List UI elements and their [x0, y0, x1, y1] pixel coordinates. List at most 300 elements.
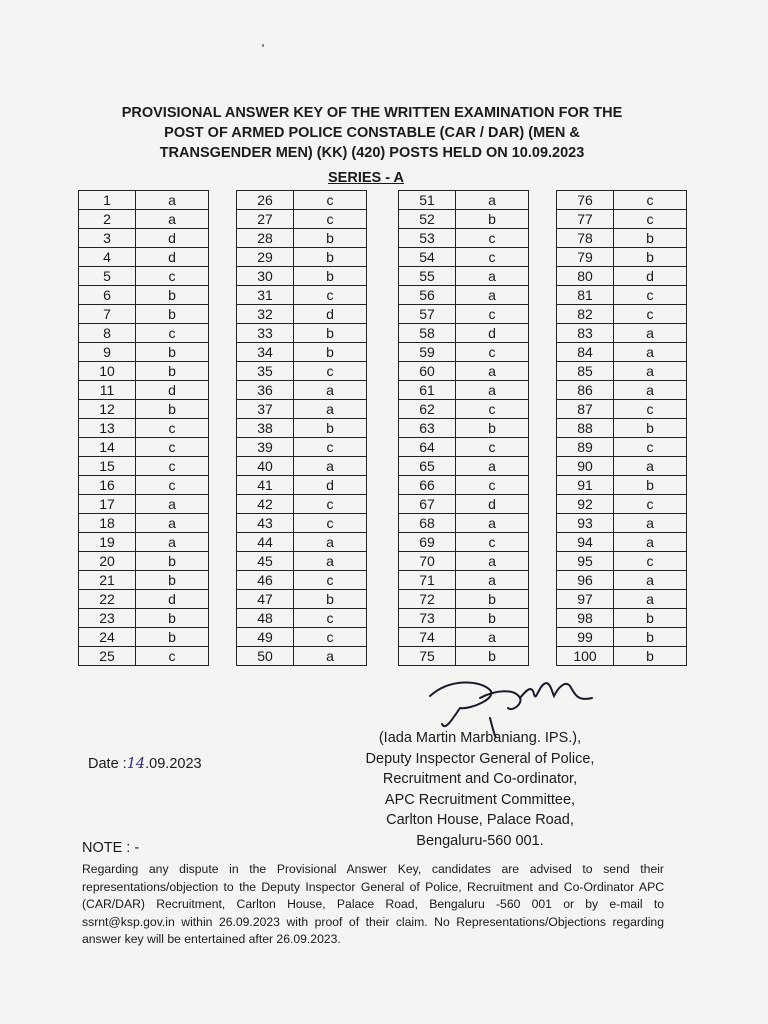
question-number: 67: [399, 495, 456, 514]
table-row: [237, 400, 367, 419]
table-row: [557, 438, 687, 457]
answer-option: c: [614, 495, 687, 514]
officer-address-1: Carlton House, Palace Road,: [386, 812, 574, 828]
answer-option: c: [456, 438, 529, 457]
table-row: [79, 343, 209, 362]
answer-option: c: [614, 191, 687, 210]
table-row: [237, 647, 367, 666]
answer-option: a: [614, 457, 687, 476]
table-row: [79, 229, 209, 248]
question-number: 46: [237, 571, 294, 590]
table-row: [557, 229, 687, 248]
question-number: 22: [79, 590, 136, 609]
table-row: [557, 476, 687, 495]
table-row: [237, 514, 367, 533]
answer-option: b: [136, 362, 209, 381]
answer-option: a: [456, 514, 529, 533]
question-number: 63: [399, 419, 456, 438]
answer-option: a: [614, 343, 687, 362]
question-number: 59: [399, 343, 456, 362]
question-number: 40: [237, 457, 294, 476]
question-number: 78: [557, 229, 614, 248]
table-row: [237, 495, 367, 514]
answer-option: b: [294, 324, 367, 343]
answer-option: b: [456, 609, 529, 628]
table-row: [237, 210, 367, 229]
answer-option: b: [614, 229, 687, 248]
title-line-1: PROVISIONAL ANSWER KEY OF THE WRITTEN EXAMINATION FOR THE: [121, 105, 623, 121]
table-row: [79, 571, 209, 590]
question-number: 54: [399, 248, 456, 267]
answer-option: c: [456, 343, 529, 362]
question-number: 2: [79, 210, 136, 229]
question-number: 84: [557, 343, 614, 362]
table-row: [237, 609, 367, 628]
question-number: 48: [237, 609, 294, 628]
table-row: [79, 400, 209, 419]
table-row: [557, 495, 687, 514]
table-row: [399, 305, 529, 324]
answer-option: a: [294, 533, 367, 552]
question-number: 11: [79, 381, 136, 400]
question-number: 19: [79, 533, 136, 552]
question-number: 74: [399, 628, 456, 647]
question-number: 5: [79, 267, 136, 286]
answer-option: c: [136, 267, 209, 286]
table-row: [79, 267, 209, 286]
table-row: [557, 343, 687, 362]
question-number: 92: [557, 495, 614, 514]
question-number: 33: [237, 324, 294, 343]
question-number: 94: [557, 533, 614, 552]
answer-option: a: [294, 381, 367, 400]
question-number: 96: [557, 571, 614, 590]
answer-option: a: [456, 362, 529, 381]
question-number: 97: [557, 590, 614, 609]
answer-option: c: [136, 476, 209, 495]
answer-option: a: [136, 495, 209, 514]
table-row: [79, 495, 209, 514]
table-row: [79, 419, 209, 438]
answer-option: c: [614, 438, 687, 457]
question-number: 91: [557, 476, 614, 495]
table-row: [557, 210, 687, 229]
table-row: [399, 419, 529, 438]
question-number: 10: [79, 362, 136, 381]
question-number: 13: [79, 419, 136, 438]
table-row: [399, 438, 529, 457]
answer-option: b: [614, 476, 687, 495]
question-number: 6: [79, 286, 136, 305]
answer-option: b: [294, 419, 367, 438]
table-row: [237, 191, 367, 210]
question-number: 25: [79, 647, 136, 666]
question-number: 15: [79, 457, 136, 476]
question-number: 42: [237, 495, 294, 514]
question-number: 30: [237, 267, 294, 286]
question-number: 36: [237, 381, 294, 400]
answer-option: c: [294, 438, 367, 457]
question-number: 89: [557, 438, 614, 457]
answer-option: c: [456, 229, 529, 248]
question-number: 14: [79, 438, 136, 457]
answer-option: b: [136, 571, 209, 590]
table-row: [399, 362, 529, 381]
question-number: 88: [557, 419, 614, 438]
table-row: [237, 286, 367, 305]
question-number: 93: [557, 514, 614, 533]
table-row: [399, 533, 529, 552]
answer-option: d: [456, 324, 529, 343]
question-number: 70: [399, 552, 456, 571]
officer-address-2: Bengaluru-560 001.: [416, 832, 544, 849]
question-number: 75: [399, 647, 456, 666]
answer-option: a: [294, 552, 367, 571]
answer-option: a: [614, 362, 687, 381]
answer-option: b: [614, 248, 687, 267]
question-number: 16: [79, 476, 136, 495]
answer-option: b: [294, 229, 367, 248]
question-number: 85: [557, 362, 614, 381]
question-number: 44: [237, 533, 294, 552]
question-number: 53: [399, 229, 456, 248]
answer-option: c: [294, 609, 367, 628]
question-number: 60: [399, 362, 456, 381]
question-number: 72: [399, 590, 456, 609]
table-row: [557, 305, 687, 324]
answer-option: a: [614, 571, 687, 590]
question-number: 3: [79, 229, 136, 248]
answer-option: b: [136, 628, 209, 647]
table-row: [399, 628, 529, 647]
question-number: 50: [237, 647, 294, 666]
table-row: [399, 286, 529, 305]
question-number: 86: [557, 381, 614, 400]
question-number: 32: [237, 305, 294, 324]
answer-option: b: [294, 343, 367, 362]
question-number: 55: [399, 267, 456, 286]
question-number: 49: [237, 628, 294, 647]
table-row: [79, 324, 209, 343]
answer-option: a: [456, 628, 529, 647]
answer-option: c: [136, 438, 209, 457]
table-row: [557, 419, 687, 438]
answer-option: a: [294, 400, 367, 419]
question-number: 95: [557, 552, 614, 571]
table-row: [79, 438, 209, 457]
question-number: 34: [237, 343, 294, 362]
note-body: Regarding any dispute in the Provisional Answer Key, candidates are advised to send their representations/objection to the Deputy Inspector General of Police, Recruitment and Co-Ordinator APC (CAR/DAR) Recruitment, Carlton House, Palace Road, Bengaluru -560 001 or by e-mail to ssrnt@ksp.gov.in within 26.09.2023 with proof of their claim. No Representations/Objections regarding answer key will be entertained after 26.09.2023.: [82, 862, 664, 946]
answer-option: b: [136, 343, 209, 362]
question-number: 35: [237, 362, 294, 381]
title-line-2: POST OF ARMED POLICE CONSTABLE (CAR / DAR) (MEN &: [164, 125, 580, 141]
answer-option: a: [456, 457, 529, 476]
question-number: 90: [557, 457, 614, 476]
table-row: [557, 362, 687, 381]
answer-option: b: [136, 400, 209, 419]
answer-option: c: [456, 533, 529, 552]
title-line-3: TRANSGENDER MEN) (KK) (420) POSTS HELD ON 10.09.2023: [159, 145, 585, 161]
table-row: [399, 400, 529, 419]
question-number: 17: [79, 495, 136, 514]
question-number: 1: [79, 191, 136, 210]
table-row: [237, 324, 367, 343]
table-row: [399, 210, 529, 229]
answer-option: a: [614, 590, 687, 609]
question-number: 87: [557, 400, 614, 419]
table-row: [237, 381, 367, 400]
scan-speck: [262, 44, 264, 47]
answer-option: a: [456, 267, 529, 286]
answer-option: b: [614, 419, 687, 438]
officer-role: Recruitment and Co-ordinator,: [382, 771, 578, 787]
question-number: 38: [237, 419, 294, 438]
question-number: 28: [237, 229, 294, 248]
table-row: [557, 533, 687, 552]
table-row: [237, 628, 367, 647]
question-number: 58: [399, 324, 456, 343]
question-number: 99: [557, 628, 614, 647]
date-rest: .09.2023: [145, 756, 202, 772]
answer-option: b: [136, 552, 209, 571]
table-row: [237, 229, 367, 248]
table-row: [237, 590, 367, 609]
date-label: Date :: [88, 756, 127, 772]
officer-designation: Deputy Inspector General of Police,: [365, 750, 595, 767]
answer-option: b: [456, 590, 529, 609]
answer-option: b: [294, 248, 367, 267]
answer-option: b: [294, 590, 367, 609]
answer-option: b: [614, 647, 687, 666]
question-number: 77: [557, 210, 614, 229]
question-number: 43: [237, 514, 294, 533]
table-row: [237, 476, 367, 495]
answer-option: c: [136, 324, 209, 343]
answer-option: d: [136, 248, 209, 267]
answer-option: a: [614, 381, 687, 400]
answer-option: c: [456, 248, 529, 267]
answer-option: b: [456, 419, 529, 438]
question-number: 8: [79, 324, 136, 343]
table-row: [557, 571, 687, 590]
table-row: [237, 305, 367, 324]
question-number: 9: [79, 343, 136, 362]
answer-option: d: [136, 590, 209, 609]
table-row: [79, 533, 209, 552]
question-number: 27: [237, 210, 294, 229]
table-row: [237, 533, 367, 552]
answer-option: a: [136, 533, 209, 552]
answer-option: d: [136, 381, 209, 400]
question-number: 29: [237, 248, 294, 267]
answer-option: c: [456, 400, 529, 419]
table-row: [557, 286, 687, 305]
table-row: [237, 343, 367, 362]
table-row: [237, 248, 367, 267]
table-row: [399, 609, 529, 628]
question-number: 66: [399, 476, 456, 495]
question-number: 100: [557, 647, 614, 666]
answer-option: c: [614, 305, 687, 324]
question-number: 12: [79, 400, 136, 419]
answer-option: a: [136, 191, 209, 210]
answer-option: c: [456, 476, 529, 495]
answer-option: c: [614, 400, 687, 419]
answer-option: c: [294, 514, 367, 533]
table-row: [79, 248, 209, 267]
table-row: [557, 514, 687, 533]
table-row: [237, 267, 367, 286]
question-number: 51: [399, 191, 456, 210]
question-number: 81: [557, 286, 614, 305]
table-row: [557, 457, 687, 476]
table-row: [237, 362, 367, 381]
table-row: [557, 552, 687, 571]
question-number: 26: [237, 191, 294, 210]
question-number: 79: [557, 248, 614, 267]
question-number: 24: [79, 628, 136, 647]
answer-option: a: [614, 324, 687, 343]
answer-option: a: [136, 210, 209, 229]
table-row: [399, 590, 529, 609]
date-day-handwritten: 14: [126, 756, 146, 772]
answer-option: c: [294, 495, 367, 514]
table-row: [399, 267, 529, 286]
answer-option: b: [456, 647, 529, 666]
answer-option: a: [614, 533, 687, 552]
question-number: 7: [79, 305, 136, 324]
answer-option: c: [294, 628, 367, 647]
table-row: [557, 590, 687, 609]
answer-option: a: [136, 514, 209, 533]
table-row: [79, 381, 209, 400]
issue-date: [88, 756, 202, 772]
table-row: [237, 419, 367, 438]
question-number: 62: [399, 400, 456, 419]
table-row: [399, 552, 529, 571]
table-row: [79, 457, 209, 476]
answer-option: d: [294, 305, 367, 324]
table-row: [557, 609, 687, 628]
question-number: 41: [237, 476, 294, 495]
table-row: [399, 248, 529, 267]
answer-table-3: [398, 190, 529, 666]
series-label: SERIES - A: [328, 170, 405, 186]
question-number: 68: [399, 514, 456, 533]
officer-block: [330, 728, 630, 851]
document-title: [60, 103, 684, 163]
question-number: 52: [399, 210, 456, 229]
table-row: [79, 647, 209, 666]
answer-option: c: [294, 571, 367, 590]
answer-option: b: [614, 628, 687, 647]
answer-option: a: [456, 571, 529, 590]
table-row: [399, 647, 529, 666]
table-row: [237, 552, 367, 571]
question-number: 61: [399, 381, 456, 400]
table-row: [399, 324, 529, 343]
answer-option: d: [614, 267, 687, 286]
question-number: 64: [399, 438, 456, 457]
table-row: [79, 210, 209, 229]
table-row: [557, 248, 687, 267]
question-number: 47: [237, 590, 294, 609]
answer-option: c: [456, 305, 529, 324]
table-row: [557, 381, 687, 400]
table-row: [79, 590, 209, 609]
question-number: 39: [237, 438, 294, 457]
question-number: 45: [237, 552, 294, 571]
answer-option: a: [294, 647, 367, 666]
table-row: [79, 514, 209, 533]
answer-option: c: [136, 419, 209, 438]
table-row: [399, 457, 529, 476]
answer-option: b: [136, 305, 209, 324]
table-row: [237, 438, 367, 457]
answer-option: a: [614, 514, 687, 533]
question-number: 23: [79, 609, 136, 628]
table-row: [79, 628, 209, 647]
note-heading: NOTE : -: [82, 840, 140, 856]
table-row: [79, 552, 209, 571]
answer-option: b: [136, 286, 209, 305]
question-number: 31: [237, 286, 294, 305]
table-row: [557, 324, 687, 343]
table-row: [79, 362, 209, 381]
answer-table-1: [78, 190, 209, 666]
question-number: 71: [399, 571, 456, 590]
table-row: [557, 628, 687, 647]
answer-option: a: [456, 286, 529, 305]
question-number: 83: [557, 324, 614, 343]
question-number: 69: [399, 533, 456, 552]
table-row: [237, 457, 367, 476]
answer-option: c: [614, 286, 687, 305]
table-row: [79, 191, 209, 210]
answer-table-2: [236, 190, 367, 666]
answer-option: c: [294, 362, 367, 381]
question-number: 80: [557, 267, 614, 286]
answer-option: b: [456, 210, 529, 229]
officer-committee: APC Recruitment Committee,: [384, 791, 576, 808]
answer-option: c: [136, 647, 209, 666]
table-row: [79, 609, 209, 628]
answer-option: a: [456, 552, 529, 571]
table-row: [237, 571, 367, 590]
table-row: [399, 191, 529, 210]
answer-option: a: [294, 457, 367, 476]
table-row: [557, 400, 687, 419]
answer-option: a: [456, 191, 529, 210]
answer-option: c: [294, 191, 367, 210]
question-number: 20: [79, 552, 136, 571]
officer-name: (Iada Martin Marbaniang. IPS.),: [378, 730, 582, 746]
table-row: [399, 229, 529, 248]
answer-option: a: [456, 381, 529, 400]
answer-option: c: [614, 210, 687, 229]
answer-table-4: [556, 190, 687, 666]
question-number: 37: [237, 400, 294, 419]
table-row: [399, 381, 529, 400]
question-number: 56: [399, 286, 456, 305]
table-row: [557, 267, 687, 286]
question-number: 73: [399, 609, 456, 628]
question-number: 65: [399, 457, 456, 476]
answer-option: c: [614, 552, 687, 571]
table-row: [399, 476, 529, 495]
table-row: [557, 647, 687, 666]
question-number: 57: [399, 305, 456, 324]
